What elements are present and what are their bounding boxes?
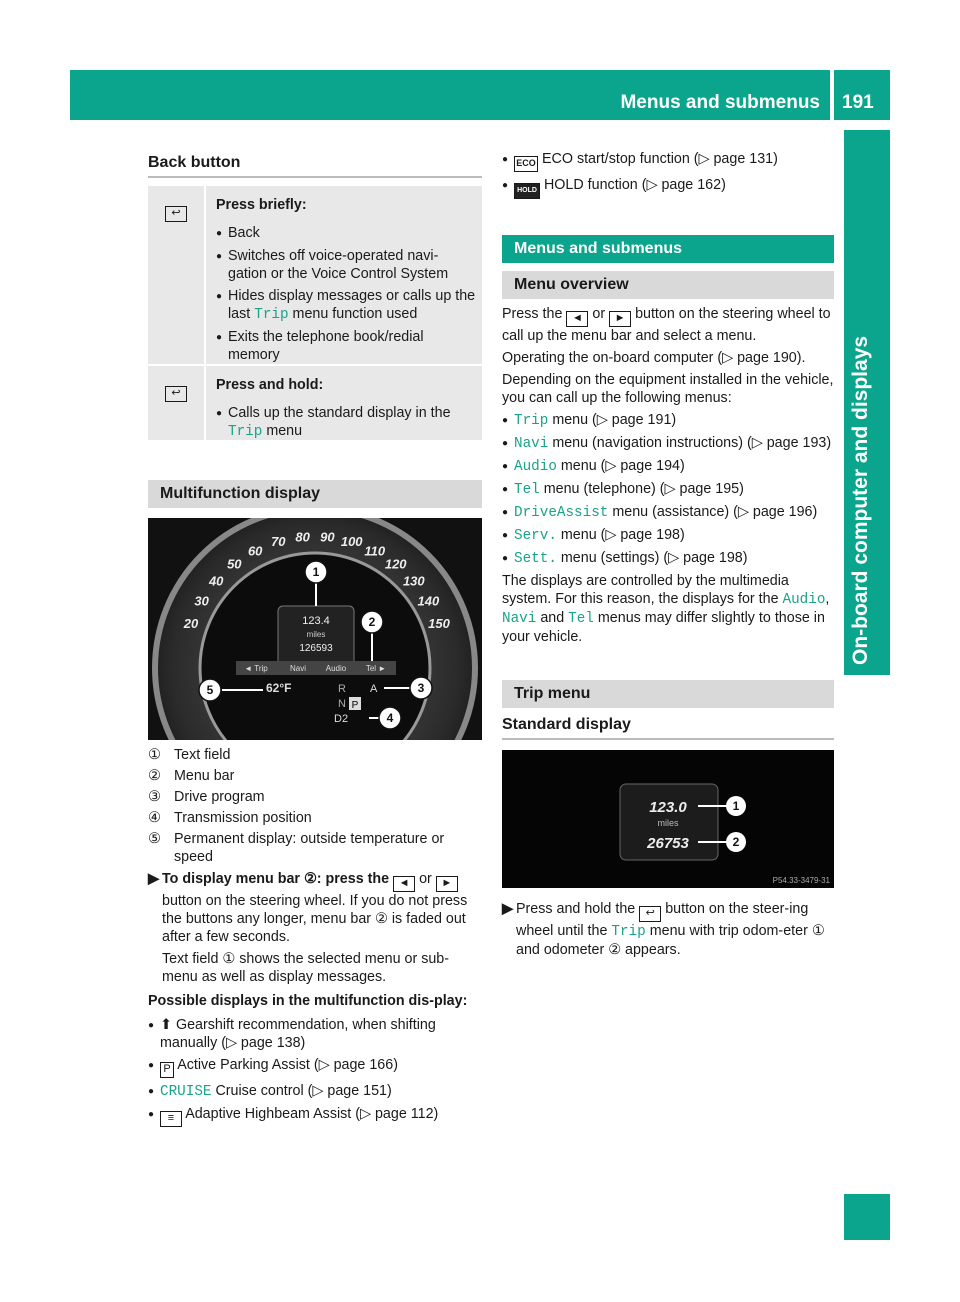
list-item: ● Calls up the standard display in the Trip menu bbox=[216, 405, 451, 440]
trip-odometer: 26753 bbox=[647, 835, 689, 852]
gauge-odometer: 126593 bbox=[299, 643, 333, 654]
gear-p: P bbox=[351, 700, 359, 711]
menu-item-trip: ◄ Trip bbox=[244, 664, 268, 673]
left-arrow-button-icon: ◄ bbox=[393, 876, 415, 892]
trip-menu-heading: Trip menu bbox=[502, 680, 834, 708]
eco-icon: ECO bbox=[514, 156, 538, 172]
trip-unit: miles bbox=[657, 818, 679, 828]
gauge-tick-label: 130 bbox=[402, 573, 425, 589]
press-briefly-title: Press briefly: bbox=[216, 197, 307, 213]
back-icon: ↩ bbox=[148, 366, 204, 440]
gauge-value: 123.4 bbox=[302, 615, 330, 627]
side-tab-label: On-board computer and displays bbox=[849, 335, 872, 665]
header-bar bbox=[70, 70, 830, 120]
list-item: ● Serv. menu (▷ page 198) bbox=[502, 527, 685, 544]
table-cell bbox=[204, 186, 482, 364]
paragraph: Depending on the equipment installed in the vehicle, you can call up the following menus: bbox=[502, 372, 834, 406]
menu-item-navi: Navi bbox=[289, 664, 307, 673]
back-icon: ↩ bbox=[639, 906, 661, 922]
instruction-step: ▶ To display menu bar ②: press the ◄ or ► button on the steering wheel. If you do not press the buttons any longer, menu bar ② is faded out after a few seconds. bbox=[148, 871, 468, 945]
trip-display-svg bbox=[502, 750, 834, 888]
gauge-tick-label: 50 bbox=[227, 556, 242, 572]
list-item: ● Hides display messages or calls up the last Trip menu function used bbox=[216, 288, 476, 323]
gauge-tick-label: 30 bbox=[194, 593, 209, 609]
callout-1: 1 bbox=[732, 799, 740, 813]
gauge-tick-label: 150 bbox=[428, 615, 450, 631]
gauge-tick-label: 90 bbox=[320, 529, 335, 545]
svg-text:1: 1 bbox=[312, 565, 320, 579]
image-code: P54.33-3479-31 bbox=[772, 876, 830, 885]
right-arrow-button-icon: ► bbox=[609, 311, 631, 327]
svg-text:3: 3 bbox=[417, 681, 425, 695]
page-number-box bbox=[834, 70, 890, 120]
list-item: ● Trip menu (▷ page 191) bbox=[502, 412, 677, 429]
svg-text:5: 5 bbox=[206, 683, 214, 697]
side-square bbox=[844, 1194, 890, 1240]
table-row bbox=[148, 366, 482, 442]
page-number: 191 bbox=[842, 92, 874, 113]
svg-text:4: 4 bbox=[386, 711, 394, 725]
parking-icon: P bbox=[160, 1062, 174, 1078]
right-column bbox=[502, 150, 834, 959]
menu-item-tel: Tel ► bbox=[365, 664, 387, 673]
trip-display-illustration bbox=[502, 750, 834, 888]
list-item: ① Text field bbox=[148, 747, 231, 763]
drive-program: A bbox=[370, 683, 378, 695]
gear-n: N bbox=[338, 698, 346, 710]
gauge-tick-label: 70 bbox=[271, 534, 286, 550]
gearshift-icon: ⬆ bbox=[160, 1017, 172, 1033]
list-item: ● ⬆ Gearshift recommendation, when shifting manually (▷ page 138) bbox=[148, 1017, 436, 1051]
possible-displays-heading: Possible displays in the multifunction dis-play: bbox=[148, 993, 468, 1009]
gear-d2: D2 bbox=[334, 713, 349, 725]
gauge-tick-label: 140 bbox=[417, 593, 440, 609]
multifunction-display-heading: Multifunction display bbox=[148, 480, 482, 508]
header-title: Menus and submenus bbox=[620, 92, 820, 113]
list-item: ● Switches off voice-operated navi-gation or the Voice Control System bbox=[216, 248, 449, 282]
gauge-tick-label: 110 bbox=[364, 543, 386, 559]
list-item: ② Menu bar bbox=[148, 768, 235, 784]
list-item: ④ Transmission position bbox=[148, 810, 312, 826]
gauge-tick-label: 40 bbox=[208, 573, 224, 589]
callout-list bbox=[148, 746, 482, 866]
gauge-tick-label: 100 bbox=[340, 534, 363, 550]
standard-display-heading: Standard display bbox=[502, 712, 834, 740]
outside-temperature: 62°F bbox=[266, 681, 292, 695]
list-item: ● Navi menu (navigation instructions) (▷ page 193) bbox=[502, 435, 832, 452]
gauge-tick-label: 20 bbox=[183, 615, 199, 631]
list-item: ⑤ Permanent display: outside temperature or speed bbox=[148, 831, 445, 865]
gauge-unit: miles bbox=[306, 630, 326, 639]
list-item: ● P Active Parking Assist (▷ page 166) bbox=[148, 1056, 482, 1078]
paragraph: The displays are controlled by the multimedia system. For this reason, the displays for the Audio, Navi and Tel menus may differ slightly to those in your vehicle. bbox=[502, 573, 830, 645]
list-item: ● DriveAssist menu (assistance) (▷ page 196) bbox=[502, 504, 818, 521]
back-button-table bbox=[148, 186, 482, 442]
menu-overview-heading: Menu overview bbox=[502, 271, 834, 299]
hold-icon: HOLD bbox=[514, 183, 540, 199]
instruction-step: ▶ Press and hold the ↩ button on the steer-ing wheel until the Trip menu with trip odom-eter ① and odometer ② appears. bbox=[502, 901, 825, 958]
svg-text:2: 2 bbox=[368, 615, 376, 629]
gauge-tick-label: 80 bbox=[295, 529, 310, 545]
menus-and-submenus-heading: Menus and submenus bbox=[502, 235, 834, 263]
trip-value: 123.0 bbox=[649, 799, 687, 816]
possible-displays-list bbox=[148, 1016, 482, 1127]
back-icon: ↩ bbox=[148, 186, 204, 364]
paragraph: Operating the on-board computer (▷ page 190). bbox=[502, 350, 806, 366]
list-item: ● Audio menu (▷ page 194) bbox=[502, 458, 685, 475]
table-cell bbox=[204, 366, 482, 440]
list-item: ● HOLD HOLD function (▷ page 162) bbox=[502, 176, 834, 199]
paragraph: Press the ◄ or ► button on the steering wheel to call up the menu bar and select a menu. bbox=[502, 306, 831, 344]
gauge-tick-label: 120 bbox=[384, 556, 407, 572]
highbeam-icon: ≡ bbox=[160, 1111, 182, 1127]
menu-list bbox=[502, 411, 834, 568]
gauge-tick-label: 60 bbox=[247, 543, 263, 559]
gear-r: R bbox=[338, 683, 346, 695]
list-item: ③ Drive program bbox=[148, 789, 265, 805]
list-item: ● Sett. menu (settings) (▷ page 198) bbox=[502, 550, 748, 567]
list-item: ● ≡ Adaptive Highbeam Assist (▷ page 112) bbox=[148, 1105, 482, 1127]
callout-2: 2 bbox=[732, 835, 740, 849]
press-and-hold-title: Press and hold: bbox=[216, 377, 324, 393]
left-column bbox=[148, 150, 482, 1131]
left-arrow-button-icon: ◄ bbox=[566, 311, 588, 327]
right-arrow-button-icon: ► bbox=[436, 876, 458, 892]
list-item: ● Exits the telephone book/redial memory bbox=[216, 329, 424, 363]
list-item: ● CRUISE Cruise control (▷ page 151) bbox=[148, 1083, 392, 1100]
menu-item-audio: Audio bbox=[325, 664, 347, 673]
list-item: ● ECO ECO start/stop function (▷ page 131) bbox=[502, 150, 834, 172]
list-item: ● Back bbox=[216, 225, 260, 241]
table-row bbox=[148, 186, 482, 366]
list-item: ● Tel menu (telephone) (▷ page 195) bbox=[502, 481, 744, 498]
back-button-heading: Back button bbox=[148, 150, 482, 178]
gauge-svg bbox=[148, 518, 482, 740]
paragraph: Text field ① shows the selected menu or sub-menu as well as display messages. bbox=[162, 951, 450, 985]
gauge-illustration bbox=[148, 518, 482, 740]
